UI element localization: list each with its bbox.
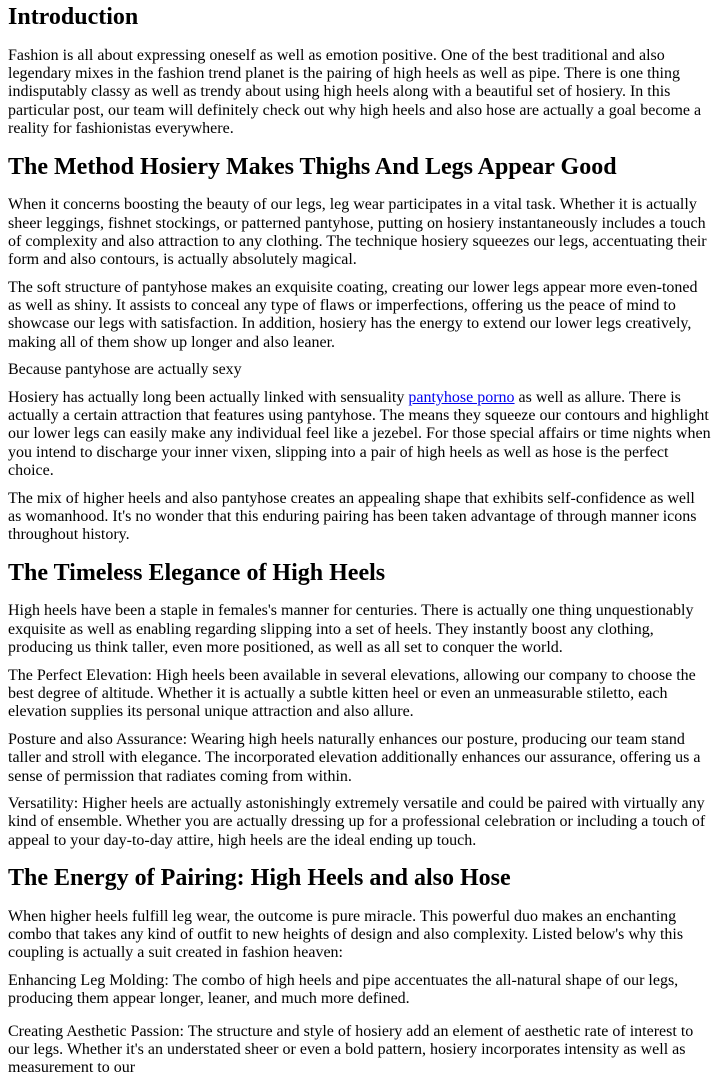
paragraph: Creating Aesthetic Passion: The structure and style of hosiery add an element of aesthetic rate of interest to our legs. Whether it's an understated sheer or even a bold pattern, hosiery incorporates intensity as well as measurement to our: [8, 1022, 694, 1077]
paragraph: High heels have been a staple in females's manner for centuries. There is actually one thing unquestionably exquisite as well as enabling regarding slipping into a set of heels. They instantly boost any clothing, producing us think taller, even more positioned, as well as all set to conquer the world.: [8, 602, 694, 657]
paragraph: Enhancing Leg Molding: The combo of high heels and pipe accentuates the all-natural shape of our legs, producing them appear longer, leaner, and much more defined.: [8, 971, 679, 1008]
paragraph-with-link: [8, 389, 712, 481]
section-heading: The Energy of Pairing: High Heels and also Hose: [8, 865, 511, 892]
paragraph: Because pantyhose are actually sexy: [8, 361, 242, 379]
section-timeless-elegance: [8, 560, 712, 850]
paragraph: When it concerns boosting the beauty of our legs, leg wear participates in a vital task. Whether it is actually sheer leggings, fishnet stockings, or patterned pantyhose, putting on hosiery instantaneously includes a touch of complexity and also attraction to any clothing. The technique hosiery squeezes our legs, accentuating their form and also contours, is actually absolutely magical.: [8, 196, 707, 269]
paragraph: The mix of higher heels and also pantyhose creates an appealing shape that exhibits self-confidence as well as womanhood. It's no wonder that this enduring pairing has been taken advantage of through manner icons throughout history.: [8, 489, 697, 544]
section-heading: Introduction: [8, 4, 139, 30]
section-heading: The Method Hosiery Makes Thighs And Legs Appear Good: [8, 153, 617, 180]
paragraph: Posture and also Assurance: Wearing high heels naturally enhances our posture, producing our team stand taller and stroll with elegance. The incorporated elevation additionally enhances our assurance, offering us a sense of permission that radiates coming from within.: [8, 730, 701, 785]
paragraph-text: as well as allure. There is actually a certain attraction that features using pantyhose. The means they squeeze our contours and highlight our lower legs can easily make any individual feel like a jezebel. For those special affairs or time nights when you intend to discharge your inner vixen, slipping into a pair of high heels as well as hose is the perfect choice.: [8, 388, 711, 480]
paragraph: When higher heels fulfill leg wear, the outcome is pure miracle. This powerful duo makes an enchanting combo that takes any kind of outfit to new heights of design and also complexity. Listed below's why this coupling is actually a suit created in fashion heaven:: [8, 907, 684, 962]
paragraph-text: Hosiery has actually long been actually linked with sensuality: [8, 388, 409, 406]
pantyhose-porno-link[interactable]: pantyhose porno: [408, 388, 515, 406]
section-heading: The Timeless Elegance of High Heels: [8, 559, 386, 586]
section-energy-of-pairing: [8, 865, 712, 1078]
paragraph: The Perfect Elevation: High heels been available in several elevations, allowing our company to choose the best degree of altitude. Whether it is actually a subtle kitten heel or even an unmeasurable stiletto, each elevation supplies its personal unique attraction and also allure.: [8, 666, 696, 721]
article: [8, 4, 712, 1078]
paragraph: Fashion is all about expressing oneself as well as emotion positive. One of the best traditional and also legendary mixes in the fashion trend planet is the pairing of high heels as well as pipe. There is one thing indisputably classy as well as trendy about using high heels along with a beautiful set of hosiery. In this particular post, our team will definitely check out why high heels and also hose are actually a goal become a reality for fashionistas everywhere.: [8, 46, 702, 138]
section-method-hosiery: [8, 154, 712, 545]
paragraph: Versatility: Higher heels are actually astonishingly extremely versatile and could be paired with virtually any kind of ensemble. Whether you are actually dressing up for a professional celebration or including a touch of appeal to your day-to-day attire, high heels are the ideal ending up touch.: [8, 794, 706, 849]
section-introduction: [8, 4, 712, 139]
paragraph: The soft structure of pantyhose makes an exquisite coating, creating our lower legs appear more even-toned as well as shiny. It assists to conceal any type of flaws or imperfections, offering us the peace of mind to showcase our legs with satisfaction. In addition, hosiery has the energy to extend our lower legs creatively, making all of them show up longer and also leaner.: [8, 278, 698, 351]
